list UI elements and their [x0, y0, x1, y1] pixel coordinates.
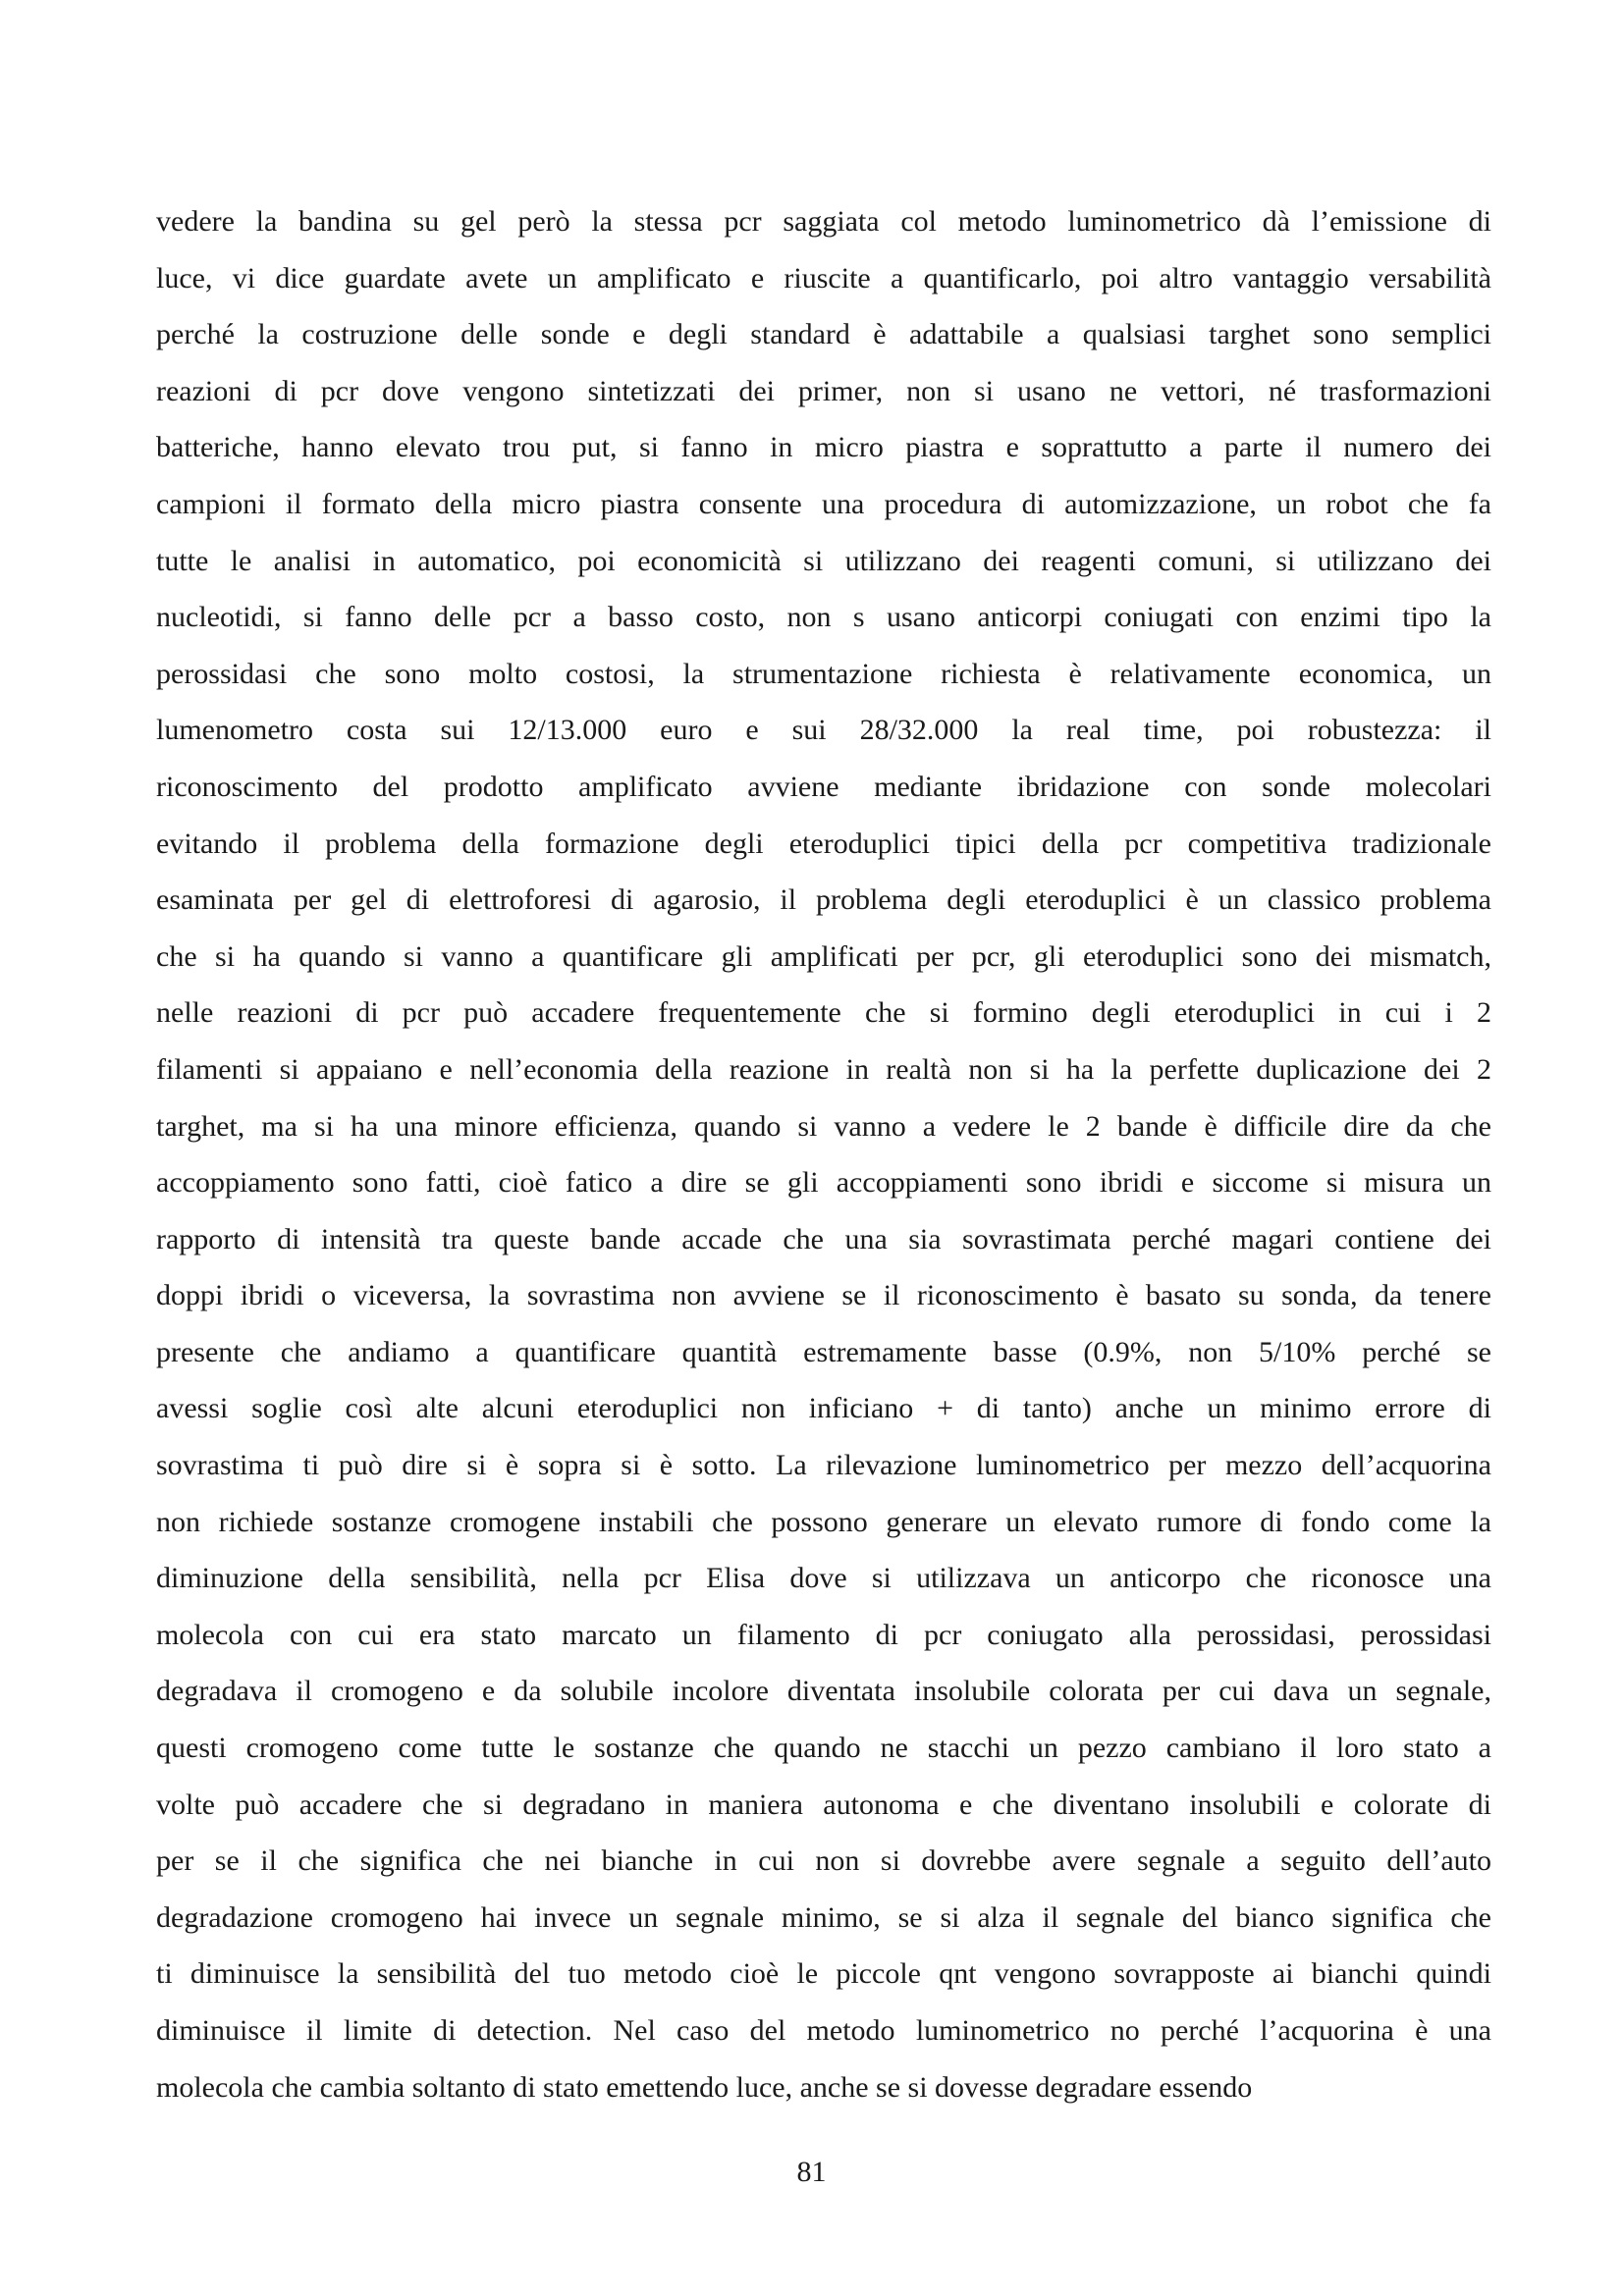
text-line: nucleotidi, si fanno delle pcr a basso costo, non s usano anticorpi coniugati con enzimi tipo la [156, 601, 1491, 634]
text-line: batteriche, hanno elevato trou put, si fanno in micro piastra e soprattutto a parte il numero dei [156, 431, 1491, 464]
text-line: non richiede sostanze cromogene instabili che possono generare un elevato rumore di fondo come la [156, 1505, 1491, 1538]
text-line: filamenti si appaiano e nell’economia della reazione in realtà non si ha la perfette duplicazione dei 2 [156, 1052, 1491, 1086]
text-line: perossidasi che sono molto costosi, la strumentazione richiesta è relativamente economica, un [156, 657, 1491, 690]
text-line: degradava il cromogeno e da solubile incolore diventata insolubile colorata per cui dava un segnale, [156, 1675, 1491, 1708]
text-line: evitando il problema della formazione degli eteroduplici tipici della pcr competitiva tradizionale [156, 827, 1491, 860]
text-line: sovrastima ti può dire si è sopra si è sotto. La rilevazione luminometrico per mezzo dell’acquorina [156, 1449, 1491, 1482]
text-line: esaminata per gel di elettroforesi di agarosio, il problema degli eteroduplici è un classico problema [156, 883, 1491, 917]
text-line: targhet, ma si ha una minore efficienza, quando si vanno a vedere le 2 bande è difficile dire da che [156, 1109, 1491, 1143]
text-line: presente che andiamo a quantificare quantità estremamente basse (0.9%, non 5/10% perché se [156, 1335, 1491, 1368]
page-number: 81 [796, 2156, 827, 2188]
text-line: molecola che cambia soltanto di stato emettendo luce, anche se si dovesse degradare essendo [156, 2070, 1253, 2104]
text-line: diminuzione della sensibilità, nella pcr Elisa dove si utilizzava un anticorpo che riconosce una [156, 1562, 1491, 1595]
text-line: ti diminuisce la sensibilità del tuo metodo cioè le piccole qnt vengono sovrapposte ai bianchi quindi [156, 1957, 1491, 1991]
text-line: lumenometro costa sui 12/13.000 euro e sui 28/32.000 la real time, poi robustezza: il [156, 714, 1491, 747]
text-line: per se il che significa che nei bianche in cui non si dovrebbe avere segnale a seguito dell’auto [156, 1844, 1491, 1878]
text-line: diminuisce il limite di detection. Nel caso del metodo luminometrico no perché l’acquorina è una [156, 2014, 1491, 2047]
text-line: vedere la bandina su gel però la stessa pcr saggiata col metodo luminometrico dà l’emissione di [156, 205, 1491, 238]
text-line: nelle reazioni di pcr può accadere frequentemente che si formino degli eteroduplici in cui i 2 [156, 996, 1491, 1030]
text-line: reazioni di pcr dove vengono sintetizzati dei primer, non si usano ne vettori, né trasformazioni [156, 374, 1491, 407]
text-line: rapporto di intensità tra queste bande accade che una sia sovrastimata perché magari contiene dei [156, 1222, 1491, 1255]
text-line: accoppiamento sono fatti, cioè fatico a dire se gli accoppiamenti sono ibridi e siccome si misura un [156, 1166, 1491, 1200]
text-line: riconoscimento del prodotto amplificato avviene mediante ibridazione con sonde molecolari [156, 770, 1491, 803]
text-line: volte può accadere che si degradano in maniera autonoma e che diventano insolubili e colorate di [156, 1788, 1491, 1821]
text-line: molecola con cui era stato marcato un filamento di pcr coniugato alla perossidasi, perossidasi [156, 1618, 1491, 1651]
text-line: perché la costruzione delle sonde e degli standard è adattabile a qualsiasi targhet sono semplici [156, 318, 1491, 351]
text-line: campioni il formato della micro piastra consente una procedura di automizzazione, un robot che fa [156, 487, 1491, 520]
text-line: degradazione cromogeno hai invece un segnale minimo, se si alza il segnale del bianco significa che [156, 1900, 1491, 1934]
text-line: che si ha quando si vanno a quantificare gli amplificati per pcr, gli eteroduplici sono dei mismatch, [156, 939, 1491, 973]
text-line: tutte le analisi in automatico, poi economicità si utilizzano dei reagenti comuni, si utilizzano dei [156, 544, 1491, 577]
text-line: questi cromogeno come tutte le sostanze che quando ne stacchi un pezzo cambiano il loro stato a [156, 1732, 1491, 1765]
text-line: avessi soglie così alte alcuni eteroduplici non inficiano + di tanto) anche un minimo errore di [156, 1392, 1491, 1425]
body-text [156, 193, 1491, 2115]
text-line: luce, vi dice guardate avete un amplificato e riuscite a quantificarlo, poi altro vantaggio versabilità [156, 261, 1491, 294]
text-line: doppi ibridi o viceversa, la sovrastima non avviene se il riconoscimento è basato su sonda, da tenere [156, 1279, 1491, 1312]
